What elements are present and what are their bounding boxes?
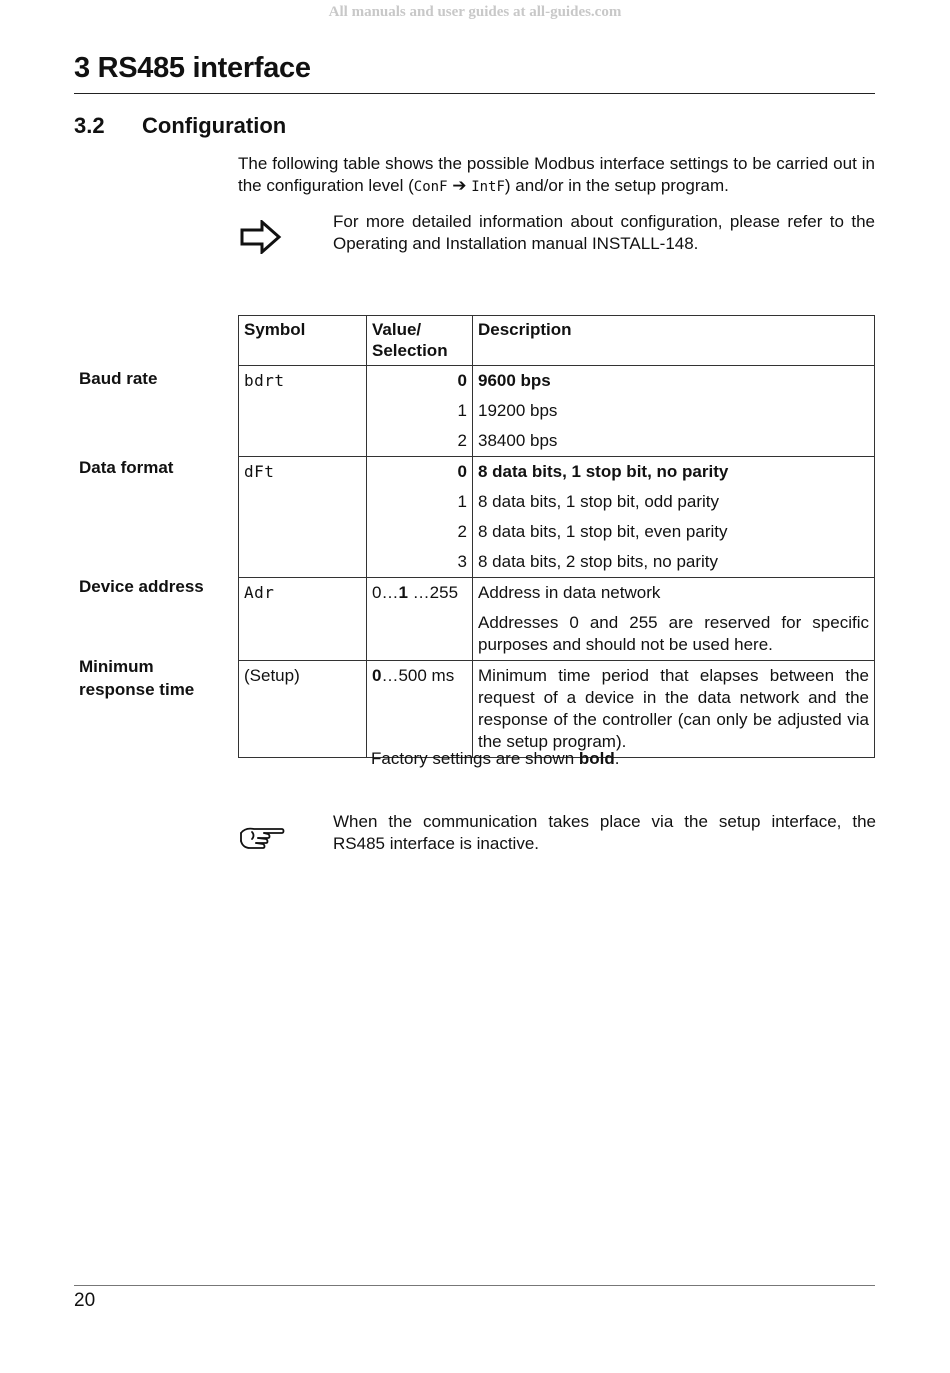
value-cell: 0…500 ms: [367, 661, 473, 758]
symbol-bdrt: bdrt: [239, 366, 367, 457]
description-cell: 38400 bps: [473, 426, 875, 457]
value-cell: 3: [367, 547, 473, 578]
conf-symbol: ConF: [413, 179, 448, 195]
footer-rule: [74, 1285, 875, 1286]
description-cell: 8 data bits, 1 stop bit, no parity: [473, 457, 875, 488]
table-row: [239, 578, 875, 609]
description-cell: Address in data network: [473, 578, 875, 609]
arrow-right-icon: [240, 220, 282, 259]
description-cell: 8 data bits, 2 stop bits, no parity: [473, 547, 875, 578]
header-description: Description: [473, 316, 875, 366]
arrow-glyph: ➔: [447, 176, 472, 195]
symbol-dft: dFt: [239, 457, 367, 578]
symbol-adr: Adr: [239, 578, 367, 661]
section-number: 3.2: [74, 113, 105, 138]
value-cell: 0: [367, 366, 473, 397]
description-cell: 8 data bits, 1 stop bit, odd parity: [473, 487, 875, 517]
intro-paragraph: The following table shows the possible Modbus interface settings to be carried out in the configuration level (ConF ➔ IntF) and/or in the setup program.: [238, 154, 875, 195]
value-cell: 0: [367, 457, 473, 488]
description-cell: 19200 bps: [473, 396, 875, 426]
config-table: [238, 315, 875, 758]
value-cell: 0…1 …255: [367, 578, 473, 661]
value-cell: 2: [367, 517, 473, 547]
param-label-baud-rate: Baud rate: [79, 369, 158, 388]
chapter-title: 3 RS485 interface: [74, 52, 311, 84]
value-cell: 2: [367, 426, 473, 457]
param-label-data-format: Data format: [79, 458, 174, 477]
chapter-rule: [74, 93, 875, 94]
value-cell: 1: [367, 487, 473, 517]
note-install-manual: For more detailed information about configuration, please refer to the Operating and Installation manual INSTALL-148.: [333, 212, 875, 253]
table-row: [239, 457, 875, 488]
param-label-device-address: Device address: [79, 577, 204, 596]
description-cell: 8 data bits, 1 stop bit, even parity: [473, 517, 875, 547]
page-number: 20: [74, 1290, 96, 1311]
factory-settings-note: Factory settings are shown bold.: [371, 749, 620, 768]
value-cell: 1: [367, 396, 473, 426]
description-cell: Addresses 0 and 255 are reserved for specific purposes and should not be used here.: [473, 608, 875, 661]
symbol-setup: (Setup): [239, 661, 367, 758]
watermark: All manuals and user guides at all-guides.com: [328, 4, 622, 20]
intf-symbol: IntF: [471, 179, 505, 195]
table-row: [239, 366, 875, 397]
header-value: Value/ Selection: [367, 316, 473, 366]
pointing-hand-icon: [238, 823, 286, 858]
description-cell: 9600 bps: [473, 366, 875, 397]
table-header-row: [239, 316, 875, 366]
header-symbol: Symbol: [239, 316, 367, 366]
table-row: [239, 661, 875, 758]
note-setup-interface: When the communication takes place via the setup interface, the RS485 interface is inactive.: [333, 812, 876, 853]
param-label-min-response: Minimum response time: [79, 657, 195, 699]
description-cell: Minimum time period that elapses between the request of a device in the data network and the response of the controller (can only be adjusted via the setup program).: [473, 661, 875, 758]
section-title: Configuration: [142, 113, 287, 138]
